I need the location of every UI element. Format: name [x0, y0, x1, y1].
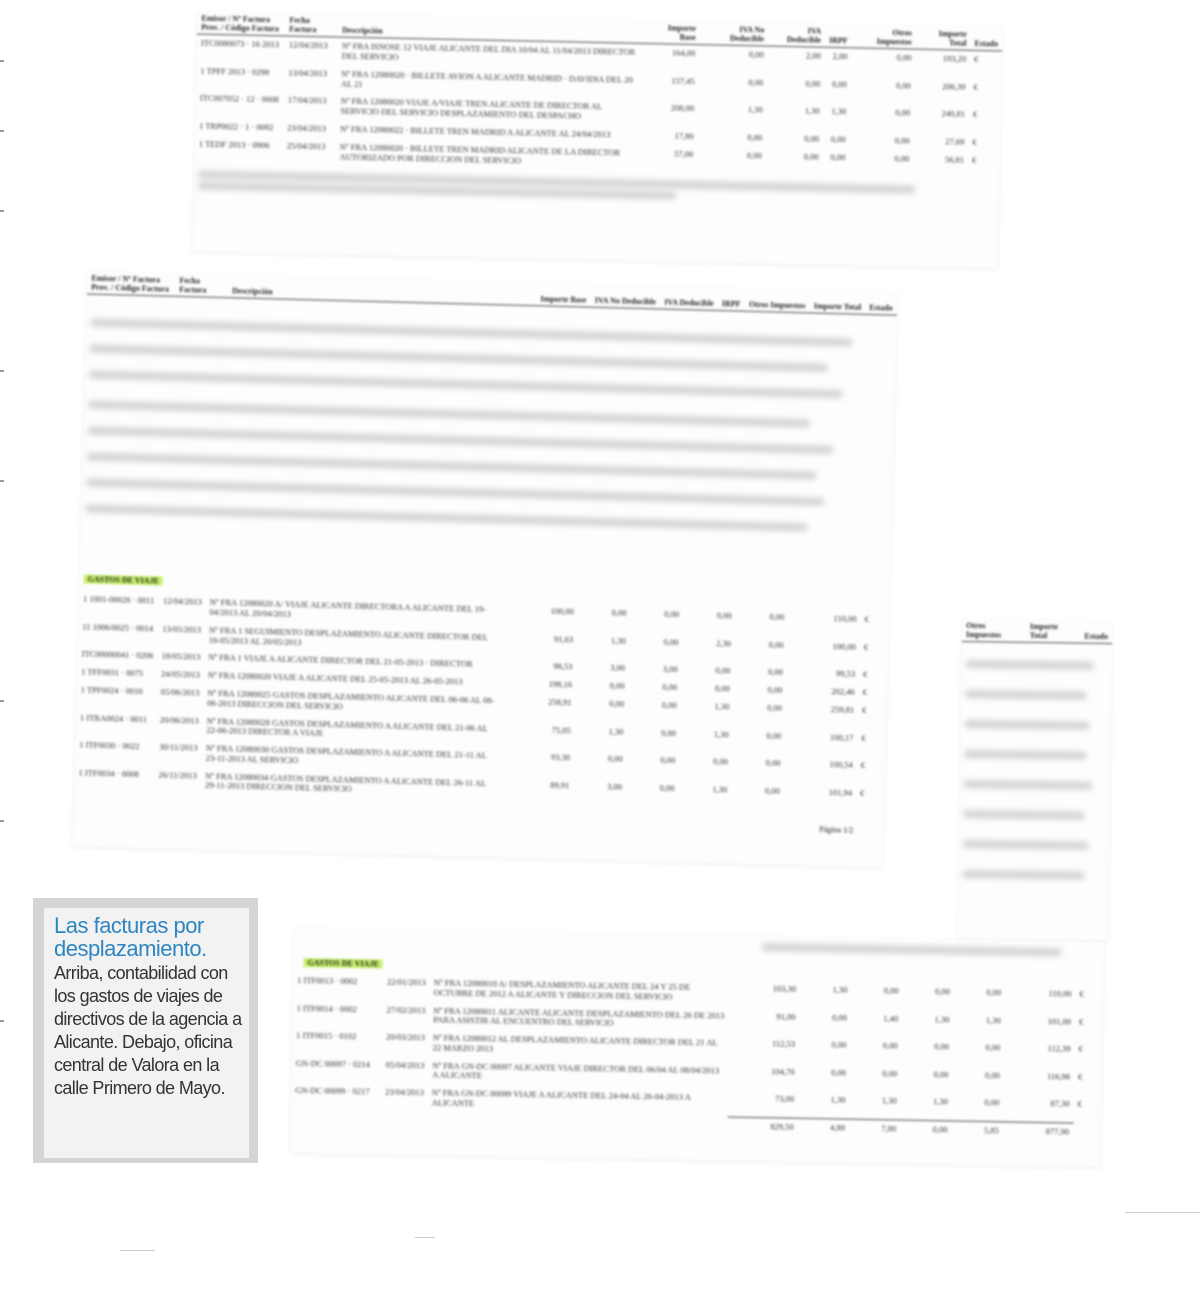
- table-cell: 193,20: [942, 53, 967, 65]
- table-cell: 103,30: [772, 983, 797, 994]
- column-header: IVA Deducible: [660, 286, 718, 310]
- table-cell: 206,39: [942, 81, 966, 92]
- table-cell: 0,00: [766, 702, 783, 713]
- table-cell: 0,00: [882, 1040, 898, 1051]
- table-cell: €: [1078, 1016, 1084, 1027]
- table-cell: 0,00: [896, 52, 912, 63]
- margin-mark: [0, 210, 4, 212]
- table-cell: 1,30: [832, 984, 848, 995]
- table-cell: 73,00: [774, 1093, 795, 1104]
- invoice-sheet-top: [193, 12, 1003, 269]
- table-cell: 0,00: [804, 133, 820, 144]
- caption-title: Las facturas por desplazamiento.: [54, 913, 207, 961]
- table-cell: 13/04/2013: [288, 67, 328, 79]
- table-cell: 2,00: [832, 51, 848, 62]
- table-cell: 1,40: [883, 1012, 899, 1024]
- table-cell: 0,00: [933, 1068, 949, 1079]
- margin-mark: [0, 480, 4, 482]
- table-cell: 0,00: [661, 727, 677, 738]
- table-cell: Nº FRA 12080010 A/ DESPLAZAMIENTO ALICANTE DEL 24 Y 25 DE OCTUBRE DE 2012 A ALICANTE Y DIRECCION DEL SERVICIO: [433, 977, 691, 1002]
- table-cell: 1 TPF0024 · 0016: [80, 684, 143, 697]
- margin-mark: [0, 820, 4, 822]
- table-cell: 104,70: [771, 1065, 795, 1077]
- table-cell: Nº FRA 12080020 · BILLETE AVION A ALICANTE MADRID · DAVIDIA DEL 20 AL 21: [341, 68, 633, 89]
- table-cell: €: [973, 81, 978, 92]
- table-cell: 1 ITRA0024 · 0011: [79, 711, 148, 724]
- table-cell: €: [972, 109, 978, 120]
- table-cell: Nº FRA 12080020 VIAJE A ALICANTE DEL 25-05-2013 AL 26-05-2013: [207, 669, 463, 687]
- table-cell: ITC00000041 · 0206: [81, 648, 154, 661]
- invoice-table-middle-rows: [74, 591, 889, 813]
- table-cell: 0,00: [986, 987, 1002, 998]
- table-header-row: [962, 619, 1112, 644]
- column-header: Importe Total: [809, 290, 865, 314]
- table-cell: 0,00: [985, 1042, 1001, 1053]
- column-header: IVA No Deducible: [700, 22, 769, 46]
- table-cell: 1 TRP0022 · 1 · 0092: [199, 120, 274, 133]
- table-cell: 240,81: [941, 108, 966, 120]
- table-cell: 0,00: [662, 681, 678, 693]
- table-cell: 0,00: [712, 756, 729, 767]
- table-cell: 23/04/2013: [385, 1086, 424, 1098]
- table-cell: 89,91: [550, 779, 570, 790]
- table-cell: 1,30: [714, 701, 730, 712]
- highlighted-section-label: GASTOS DE VIAJE: [83, 575, 163, 586]
- table-cell: 98,53: [553, 661, 573, 672]
- table-cell: 0,00: [716, 610, 732, 621]
- column-header: Importe Total: [1026, 620, 1081, 644]
- margin-mark: [0, 1020, 4, 1022]
- table-cell: €: [862, 669, 868, 680]
- table-cell: 13/05/2013: [162, 623, 202, 635]
- margin-mark: [0, 370, 4, 372]
- column-header: IVA Deducible: [768, 24, 825, 48]
- table-cell: Nº FRA 12080012 AL DESPLAZAMIENTO ALICANTE DIRECTOR DEL 21 AL 22 MARZO 2013: [432, 1032, 718, 1054]
- table-cell: 0,00: [607, 753, 623, 764]
- table-cell: ITC007052 · 12 · 0008: [199, 93, 279, 105]
- table-cell: Nº FRA 12080028 GASTOS DESPLAZAMIENTO A ALICANTE DEL 21-06 AL 22-06-2013 DIRECTOR A VIAJE: [206, 715, 488, 739]
- table-cell: €: [1078, 1043, 1083, 1054]
- table-cell: 101,00: [1047, 1015, 1072, 1027]
- total-base: 829,50: [727, 1117, 798, 1136]
- table-cell: 2,30: [716, 637, 732, 649]
- table-cell: 1 TEDF 2013 · 0906: [198, 138, 270, 150]
- invoice-sheet-right: [958, 619, 1112, 941]
- table-cell: 27/02/2013: [386, 1004, 426, 1015]
- table-cell: 112,39: [1047, 1043, 1071, 1054]
- column-header: Otros Impuestos: [852, 25, 916, 49]
- table-cell: 116,98: [1046, 1070, 1071, 1082]
- table-cell: 1 ITF0034 · 0008: [78, 766, 139, 779]
- table-cell: 0,00: [766, 729, 782, 741]
- table-cell: €: [864, 614, 869, 625]
- table-cell: 0,00: [660, 754, 676, 766]
- table-cell: Nº FRA 1 VIAJE A ALICANTE DIRECTOR DEL 21-05-2013 · DIRECTOR: [208, 652, 473, 670]
- table-cell: 259,81: [830, 704, 855, 715]
- total-otros: 5,85: [951, 1121, 1003, 1140]
- table-cell: 0,00: [830, 1066, 847, 1078]
- table-cell: 0,00: [831, 78, 847, 90]
- total-iva-deducible: 7,80: [849, 1119, 901, 1138]
- table-cell: 0,00: [831, 1039, 847, 1050]
- table-cell: 0,00: [984, 1069, 1000, 1080]
- table-cell: 0,00: [883, 985, 899, 996]
- table-cell: 0,00: [882, 1067, 898, 1079]
- scan-artifact: [1125, 1212, 1200, 1213]
- table-cell: 0,00: [765, 757, 781, 768]
- column-header: Emisor / Nº Factura Prov. / Código Factura: [197, 12, 285, 37]
- table-cell: 56,81: [944, 154, 965, 165]
- table-cell: 157,45: [671, 75, 695, 86]
- table-cell: Nº FRA GN-DC 00099 VIAJE A ALICANTE DEL 24-04 AL 26-04-2013 A ALICANTE: [431, 1087, 691, 1109]
- table-cell: Nº FRA 12080020 VIAJE A/VIAJE TREN ALICANTE DE DIRECTOR AL SERVICIO DEL SERVICIO DESPLAZAMIENTO DEL DESPACHO: [340, 96, 603, 121]
- table-cell: 208,00: [670, 102, 695, 114]
- table-cell: 26/11/2013: [158, 769, 198, 781]
- table-cell: 17,80: [674, 130, 694, 141]
- column-header: Estado: [865, 292, 897, 316]
- table-cell: Nº FRA 12080022 · BILLETE TREN MADRID A ALICANTE AL 24/04/2013: [340, 123, 611, 140]
- column-header: IRPF: [825, 25, 852, 48]
- table-cell: 0,00: [830, 133, 846, 145]
- column-header: IRPF: [718, 288, 745, 312]
- table-cell: 198,16: [548, 678, 573, 690]
- table-cell: €: [862, 687, 868, 698]
- table-cell: 0,00: [769, 611, 785, 623]
- table-cell: 0,00: [746, 149, 762, 161]
- table-cell: 0,00: [715, 665, 731, 676]
- blurred-rows: [958, 642, 1111, 889]
- table-cell: 1,30: [713, 728, 729, 739]
- table-cell: 110,00: [1048, 988, 1072, 999]
- table-cell: 30/11/2013: [159, 741, 198, 753]
- table-cell: 110,00: [833, 613, 857, 625]
- table-cell: 0,00: [830, 151, 846, 162]
- invoice-table-top: [194, 12, 1002, 180]
- table-cell: 258,91: [548, 696, 572, 708]
- table-cell: Nº FRA 1 SEGUIMIENTO DESPLAZAMIENTO ALICANTE DIRECTOR DEL 16-05/2013 AL 20/05/2013: [208, 624, 488, 647]
- table-cell: Nº FRA 12080020 A/ VIAJE ALICANTE DIRECTORA A ALICANTE DEL 19-04/2013 AL 20/04/2013: [209, 597, 487, 620]
- table-cell: Nº FRA 12080020 · BILLETE TREN MADRID ALICANTE DE LA DIRECTOR AUTORIZADO POR DIRECCION DEL SERVICIO: [339, 141, 621, 165]
- table-cell: 0,00: [747, 132, 763, 143]
- table-cell: 05/06/2013: [160, 686, 200, 698]
- table-cell: 1,30: [831, 106, 847, 117]
- total-iva-no-deducible: 4,89: [798, 1118, 850, 1137]
- table-cell: 1,30: [830, 1094, 846, 1105]
- table-cell: Nº FRA 12080034 GASTOS DESPLAZAMIENTO A ALICANTE DEL 26-11 AL 29-11-2013 DIRECCION DEL SERVICIO: [204, 770, 487, 794]
- column-header: Otros Impuestos: [962, 619, 1026, 643]
- table-cell: 23/04/2013: [287, 122, 327, 134]
- table-cell: 0,00: [767, 666, 784, 678]
- table-cell: 1 ITF0015 · 0102: [296, 1030, 357, 1042]
- invoice-table-right: [962, 619, 1112, 644]
- table-cell: €: [971, 154, 977, 165]
- table-cell: 22/01/2013: [387, 976, 426, 988]
- table-cell: 1,30: [610, 635, 626, 646]
- table-cell: 57,00: [674, 148, 694, 159]
- table-cell: Nº FRA 12080011 ALICANTE ALICANTE DESPLAZAMIENTO DEL 26 DE 2013 PARA ASISTIR AL ENCUENTRO DEL SERVICIO: [433, 1004, 725, 1028]
- caption-body: Arriba, contabilidad con los gastos de viajes de directivos de la agencia a Alicante. Debajo, oficina central de Valora en la calle Primero de Mayo.: [54, 963, 242, 1098]
- table-cell: 100,54: [829, 759, 853, 770]
- table-cell: 1,30: [804, 105, 820, 117]
- column-header: IVA No Deducible: [590, 285, 660, 310]
- table-cell: 1 TPFF 2013 · 0298: [200, 65, 270, 78]
- table-cell: 0,00: [894, 152, 910, 164]
- table-cell: 0,00: [767, 684, 783, 696]
- invoice-table-bottom: [291, 972, 1104, 1142]
- table-cell: 100,17: [829, 731, 854, 743]
- table-cell: 1 ITF0013 · 0002: [297, 975, 358, 987]
- total-irpf: 0,00: [900, 1120, 952, 1139]
- table-cell: 3,00: [662, 664, 678, 675]
- column-header: Fecha Factura: [175, 274, 229, 298]
- table-cell: €: [863, 641, 869, 652]
- table-cell: 20/03/2013: [386, 1031, 425, 1043]
- table-cell: 17/04/2013: [287, 94, 327, 106]
- table-cell: 05/04/2013: [385, 1059, 425, 1070]
- table-cell: 0,00: [895, 107, 911, 118]
- column-header: Emisor / Nº Factura Prov. / Código Factura: [87, 271, 176, 296]
- margin-mark: [0, 130, 4, 132]
- invoice-sheet-bottom: [290, 928, 1104, 1167]
- column-header: Fecha Factura: [285, 13, 338, 37]
- table-cell: 75,05: [551, 724, 571, 735]
- column-header: Estado: [1080, 621, 1112, 644]
- table-cell: 2,00: [805, 50, 821, 62]
- table-cell: €: [974, 54, 979, 65]
- table-cell: 0,00: [609, 680, 625, 691]
- table-cell: 0,00: [831, 1011, 847, 1023]
- table-cell: 12/04/2013: [162, 595, 202, 607]
- table-cell: 11 1006/0025 · 0014: [82, 621, 154, 634]
- column-header: Importe Base: [646, 21, 700, 45]
- margin-mark: [0, 700, 4, 702]
- table-cell: Nº FRA ISNOSE 12 VIAJE ALICANTE DEL DIA 10/04 AL 11/04/2013 DIRECTOR DEL SERVICIO: [341, 41, 636, 62]
- table-cell: 18/05/2013: [161, 651, 201, 663]
- table-cell: €: [859, 787, 865, 798]
- photo-caption: [54, 914, 249, 1100]
- column-header: Otros Impuestos: [744, 289, 810, 314]
- table-cell: 101,94: [828, 786, 853, 798]
- column-header: Importe Total: [916, 27, 971, 51]
- table-cell: 25/04/2013: [286, 140, 326, 152]
- table-cell: Nº FRA 12080025 GASTOS DESPLAZAMIENTO ALICANTE DEL 06-06 AL 08-06-2013 DIRECCION DEL SERVICIO: [207, 687, 495, 712]
- table-cell: 12/04/2013: [288, 39, 328, 51]
- table-cell: 0,00: [803, 151, 819, 162]
- table-cell: 99,53: [835, 668, 856, 680]
- page-number: Página 1/2: [819, 824, 854, 835]
- table-cell: 1,30: [934, 1013, 950, 1024]
- table-cell: 1,30: [712, 783, 728, 794]
- table-cell: 112,53: [771, 1038, 796, 1049]
- table-cell: €: [861, 732, 866, 743]
- table-cell: 1,30: [881, 1095, 897, 1106]
- table-cell: 0,00: [609, 698, 625, 709]
- column-header: Importe Base: [536, 283, 591, 307]
- table-cell: 27,69: [945, 136, 965, 147]
- total-importe: 877,90: [1003, 1122, 1074, 1141]
- column-header: Descripción: [228, 275, 536, 306]
- table-cell: 91,00: [776, 1010, 796, 1022]
- column-header: Descripción: [338, 15, 646, 44]
- table-cell: 0,00: [895, 80, 911, 91]
- table-cell: 0,00: [764, 784, 780, 796]
- table-cell: 0,00: [768, 639, 784, 650]
- table-cell: 164,00: [671, 47, 696, 59]
- table-cell: GN-DC 00099 · 0217: [295, 1085, 370, 1097]
- margin-mark: [0, 60, 4, 62]
- table-cell: 100,00: [832, 641, 856, 652]
- table-cell: Nº FRA GN-DC 00097 ALICANTE VIAJE DIRECTOR DEL 06/04 AL 08/04/2013 A ALICANTE: [432, 1059, 720, 1081]
- table-cell: 1,30: [933, 1096, 949, 1107]
- table-cell: 24/05/2013: [161, 668, 201, 680]
- table-cell: 100,00: [550, 606, 575, 617]
- table-cell: 1 TFF0031 · 0075: [81, 666, 144, 679]
- table-cell: 1,30: [608, 725, 624, 737]
- table-cell: 3,00: [610, 662, 626, 674]
- table-cell: 0,00: [934, 1041, 950, 1052]
- table-cell: 0,00: [659, 782, 675, 793]
- table-cell: 0,00: [748, 49, 764, 60]
- table-cell: 3,00: [606, 780, 623, 792]
- table-cell: €: [1077, 1071, 1083, 1082]
- table-cell: 0,00: [984, 1097, 1000, 1108]
- table-cell: 0,00: [664, 609, 680, 620]
- invoice-sheet-middle: [73, 271, 898, 867]
- table-cell: €: [972, 136, 977, 147]
- table-cell: 0,00: [894, 135, 910, 146]
- table-cell: 0,00: [714, 683, 730, 694]
- scan-artifact: [120, 1250, 155, 1251]
- table-cell: 93,30: [550, 751, 571, 763]
- table-cell: €: [862, 704, 867, 716]
- blurred-rows: [80, 295, 897, 586]
- table-cell: €: [1079, 988, 1084, 999]
- scan-artifact: [415, 1237, 435, 1238]
- table-cell: 1,30: [985, 1014, 1001, 1025]
- table-cell: Nº FRA 12080030 GASTOS DESPLAZAMIENTO A ALICANTE DEL 21-11 AL 23-11-2013 AL SERVICIO: [205, 742, 487, 765]
- table-cell: GN-DC 00097 · 0214: [295, 1057, 371, 1069]
- table-cell: 0,00: [661, 699, 677, 711]
- table-cell: 1 1001-00026 · 0011: [82, 593, 155, 606]
- table-cell: 87,30: [1050, 1098, 1070, 1109]
- table-cell: 0,00: [934, 986, 951, 997]
- table-cell: 20/06/2013: [159, 714, 199, 726]
- table-cell: 91,63: [553, 633, 574, 645]
- table-cell: ITC0080073 · 16 2013: [200, 38, 280, 50]
- table-cell: 202,46: [831, 686, 855, 697]
- highlighted-section-label: GASTOS DE VIAJE: [303, 958, 382, 968]
- table-cell: 1 ITF0014 · 0002: [296, 1002, 357, 1014]
- table-cell: 0,00: [748, 77, 764, 88]
- table-cell: 1 ITF0030 · 0022: [79, 739, 140, 752]
- table-cell: €: [1077, 1098, 1082, 1109]
- table-cell: €: [860, 759, 866, 771]
- table-cell: 0,00: [805, 78, 821, 89]
- table-cell: 0,00: [663, 636, 679, 647]
- table-cell: 0,00: [611, 607, 627, 619]
- table-cell: 1,30: [747, 104, 763, 115]
- column-header: Estado: [970, 28, 1002, 52]
